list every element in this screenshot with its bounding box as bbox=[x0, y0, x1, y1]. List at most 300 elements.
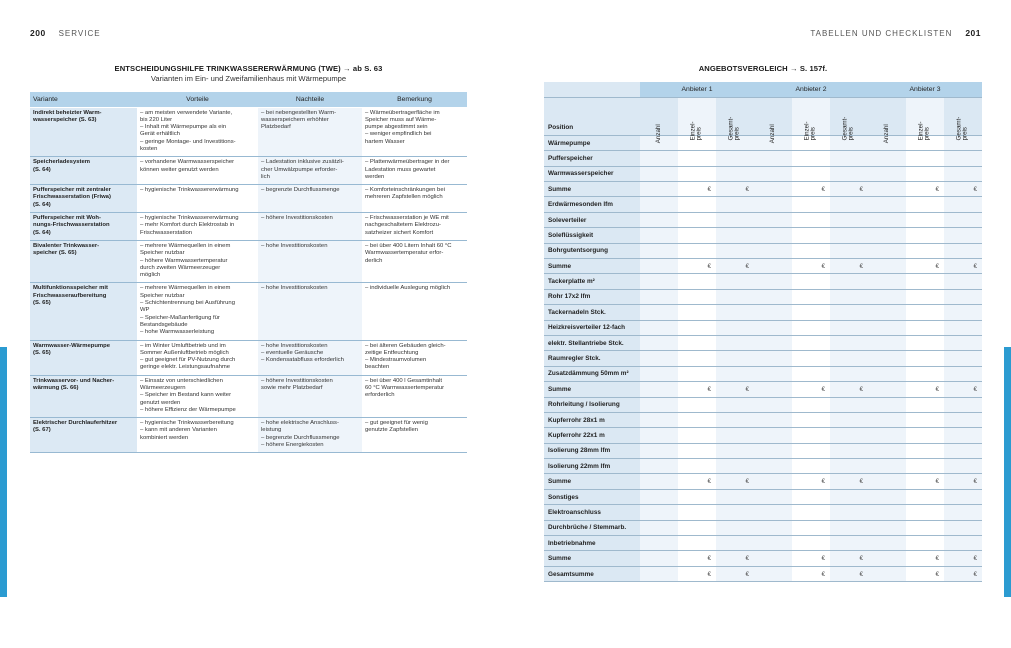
value-cell[interactable] bbox=[640, 151, 678, 166]
value-cell[interactable] bbox=[830, 289, 868, 304]
value-cell[interactable] bbox=[754, 459, 792, 474]
value-cell[interactable] bbox=[944, 520, 982, 535]
value-cell[interactable] bbox=[640, 474, 678, 489]
value-cell[interactable] bbox=[678, 459, 716, 474]
value-cell[interactable] bbox=[754, 520, 792, 535]
value-cell[interactable] bbox=[868, 166, 906, 181]
value-cell[interactable] bbox=[754, 212, 792, 227]
value-cell[interactable] bbox=[678, 335, 716, 350]
value-cell[interactable] bbox=[640, 289, 678, 304]
value-cell[interactable] bbox=[792, 428, 830, 443]
value-cell[interactable] bbox=[754, 335, 792, 350]
cons-cell: – höhere Investitionskosten bbox=[258, 213, 362, 241]
value-cell[interactable] bbox=[868, 366, 906, 381]
value-cell[interactable] bbox=[640, 489, 678, 504]
table-row bbox=[30, 418, 467, 453]
value-cell[interactable] bbox=[792, 351, 830, 366]
value-cell[interactable]: € bbox=[792, 551, 830, 566]
value-cell[interactable] bbox=[944, 397, 982, 412]
pros-cell: – hygienische Trinkwassererwärmung bbox=[137, 185, 258, 213]
value-cell[interactable] bbox=[906, 274, 944, 289]
value-cell[interactable] bbox=[792, 212, 830, 227]
value-cell[interactable] bbox=[944, 459, 982, 474]
position-label: Isolierung 22mm lfm bbox=[544, 459, 640, 474]
value-cell[interactable]: € bbox=[944, 551, 982, 566]
value-cell[interactable] bbox=[754, 274, 792, 289]
value-cell[interactable] bbox=[678, 366, 716, 381]
value-cell[interactable] bbox=[754, 320, 792, 335]
value-cell[interactable] bbox=[830, 489, 868, 504]
value-cell[interactable] bbox=[906, 397, 944, 412]
value-cell[interactable]: € bbox=[678, 259, 716, 274]
notes-cell: – Komforteinschränkungen bei mehreren Zapfstellen möglich bbox=[362, 185, 467, 213]
value-cell[interactable] bbox=[640, 520, 678, 535]
value-cell[interactable] bbox=[868, 228, 906, 243]
value-cell[interactable] bbox=[678, 412, 716, 427]
value-cell[interactable] bbox=[640, 335, 678, 350]
value-cell[interactable] bbox=[792, 459, 830, 474]
value-cell[interactable] bbox=[716, 520, 754, 535]
value-cell[interactable] bbox=[792, 243, 830, 258]
value-cell[interactable] bbox=[906, 305, 944, 320]
value-cell[interactable] bbox=[716, 228, 754, 243]
variant-cell: Multifunktionsspeicher mit Frischwasseraufbereitung (S. 65) bbox=[30, 283, 137, 340]
value-cell[interactable] bbox=[678, 243, 716, 258]
value-cell[interactable] bbox=[906, 428, 944, 443]
value-cell[interactable] bbox=[906, 243, 944, 258]
value-cell[interactable] bbox=[830, 151, 868, 166]
value-cell[interactable] bbox=[868, 289, 906, 304]
left-table-title: ENTSCHEIDUNGSHILFE TRINKWASSERERWÄRMUNG (TWE) → ab S. 63 bbox=[114, 64, 383, 73]
value-cell[interactable]: € bbox=[678, 474, 716, 489]
value-cell[interactable] bbox=[830, 428, 868, 443]
value-cell[interactable] bbox=[754, 351, 792, 366]
notes-cell: – gut geeignet für wenig genutzte Zapfstellen bbox=[362, 418, 467, 453]
value-cell[interactable] bbox=[792, 505, 830, 520]
value-cell[interactable] bbox=[754, 412, 792, 427]
value-cell[interactable] bbox=[830, 335, 868, 350]
cons-cell: – begrenzte Durchflussmenge bbox=[258, 185, 362, 213]
value-cell[interactable] bbox=[944, 412, 982, 427]
value-cell[interactable] bbox=[640, 382, 678, 397]
value-cell[interactable] bbox=[868, 259, 906, 274]
value-cell[interactable] bbox=[868, 474, 906, 489]
value-cell[interactable] bbox=[944, 443, 982, 458]
value-cell[interactable] bbox=[830, 228, 868, 243]
value-cell[interactable] bbox=[906, 289, 944, 304]
value-cell[interactable] bbox=[716, 489, 754, 504]
value-cell[interactable] bbox=[716, 289, 754, 304]
value-cell[interactable]: € bbox=[716, 382, 754, 397]
value-cell[interactable] bbox=[792, 197, 830, 212]
value-cell[interactable] bbox=[944, 536, 982, 551]
value-cell[interactable] bbox=[792, 228, 830, 243]
value-cell[interactable] bbox=[830, 366, 868, 381]
value-cell[interactable] bbox=[754, 489, 792, 504]
value-cell[interactable]: € bbox=[944, 566, 982, 581]
value-cell[interactable]: € bbox=[678, 551, 716, 566]
value-cell[interactable] bbox=[830, 197, 868, 212]
position-label: Pufferspeicher bbox=[544, 151, 640, 166]
value-cell[interactable] bbox=[792, 289, 830, 304]
value-cell[interactable]: € bbox=[830, 551, 868, 566]
value-cell[interactable] bbox=[640, 351, 678, 366]
value-cell[interactable] bbox=[640, 212, 678, 227]
value-cell[interactable] bbox=[678, 197, 716, 212]
value-cell[interactable] bbox=[944, 305, 982, 320]
value-cell[interactable] bbox=[868, 382, 906, 397]
value-cell[interactable] bbox=[716, 212, 754, 227]
value-cell[interactable]: € bbox=[792, 474, 830, 489]
value-cell[interactable] bbox=[754, 397, 792, 412]
value-cell[interactable] bbox=[830, 212, 868, 227]
value-cell[interactable] bbox=[716, 320, 754, 335]
value-cell[interactable] bbox=[868, 197, 906, 212]
value-cell[interactable]: € bbox=[906, 474, 944, 489]
value-cell[interactable] bbox=[944, 320, 982, 335]
value-cell[interactable] bbox=[906, 335, 944, 350]
value-cell[interactable]: € bbox=[906, 259, 944, 274]
value-cell[interactable] bbox=[792, 320, 830, 335]
value-cell[interactable] bbox=[640, 228, 678, 243]
value-cell[interactable] bbox=[716, 459, 754, 474]
left-table-subtitle: Varianten im Ein- und Zweifamilienhaus mit Wärmepumpe bbox=[150, 74, 347, 83]
table-row bbox=[544, 166, 982, 181]
value-cell[interactable] bbox=[868, 182, 906, 197]
column-header-label: Einzel- preis bbox=[917, 121, 931, 141]
value-cell[interactable] bbox=[868, 520, 906, 535]
variant-cell: Indirekt beheizter Warm- wasserspeicher (S. 63) bbox=[30, 107, 137, 157]
value-cell[interactable] bbox=[792, 443, 830, 458]
value-cell[interactable]: € bbox=[830, 382, 868, 397]
value-cell[interactable] bbox=[716, 428, 754, 443]
value-cell[interactable] bbox=[640, 536, 678, 551]
value-cell[interactable] bbox=[640, 443, 678, 458]
table-row bbox=[544, 366, 982, 381]
value-cell[interactable]: € bbox=[678, 566, 716, 581]
value-cell[interactable] bbox=[754, 166, 792, 181]
value-cell[interactable] bbox=[906, 366, 944, 381]
value-cell[interactable] bbox=[868, 459, 906, 474]
value-cell[interactable] bbox=[678, 489, 716, 504]
value-cell[interactable] bbox=[754, 259, 792, 274]
value-cell[interactable] bbox=[944, 197, 982, 212]
value-cell[interactable] bbox=[944, 151, 982, 166]
value-cell[interactable] bbox=[868, 335, 906, 350]
value-cell[interactable] bbox=[716, 166, 754, 181]
value-cell[interactable] bbox=[716, 412, 754, 427]
value-cell[interactable] bbox=[868, 551, 906, 566]
cons-cell: – hohe Investitionskosten bbox=[258, 240, 362, 282]
value-cell[interactable] bbox=[830, 520, 868, 535]
value-cell[interactable] bbox=[754, 474, 792, 489]
header-cell: Vorteile bbox=[137, 92, 258, 107]
value-cell[interactable]: € bbox=[716, 551, 754, 566]
position-label: elektr. Stellantriebe Stck. bbox=[544, 335, 640, 350]
value-cell[interactable] bbox=[678, 228, 716, 243]
value-cell[interactable] bbox=[678, 520, 716, 535]
notes-cell: – Frischwasserstation je WE mit nachgeschaltetem Elektrozu- satzheizer sichert Komfort bbox=[362, 213, 467, 241]
column-header-label: Gesamt- preis bbox=[727, 116, 741, 141]
value-cell[interactable] bbox=[678, 289, 716, 304]
value-cell[interactable] bbox=[754, 443, 792, 458]
value-cell[interactable] bbox=[906, 228, 944, 243]
value-cell[interactable] bbox=[868, 536, 906, 551]
value-cell[interactable] bbox=[640, 459, 678, 474]
value-cell[interactable] bbox=[678, 536, 716, 551]
twe-decision-table bbox=[30, 92, 467, 453]
value-cell[interactable] bbox=[906, 351, 944, 366]
column-header bbox=[830, 97, 868, 141]
value-cell[interactable] bbox=[754, 536, 792, 551]
value-cell[interactable]: € bbox=[830, 566, 868, 581]
value-cell[interactable] bbox=[792, 366, 830, 381]
value-cell[interactable] bbox=[716, 335, 754, 350]
value-cell[interactable] bbox=[830, 243, 868, 258]
value-cell[interactable]: € bbox=[944, 182, 982, 197]
position-label: Tackernadeln Stck. bbox=[544, 305, 640, 320]
value-cell[interactable]: € bbox=[830, 182, 868, 197]
value-cell[interactable] bbox=[906, 520, 944, 535]
position-label: Kupferrohr 22x1 m bbox=[544, 428, 640, 443]
value-cell[interactable] bbox=[830, 397, 868, 412]
table-row bbox=[544, 382, 982, 397]
value-cell[interactable] bbox=[792, 335, 830, 350]
value-cell[interactable] bbox=[640, 397, 678, 412]
value-cell[interactable] bbox=[792, 151, 830, 166]
value-cell[interactable]: € bbox=[906, 566, 944, 581]
value-cell[interactable] bbox=[830, 536, 868, 551]
value-cell[interactable] bbox=[678, 274, 716, 289]
value-cell[interactable] bbox=[678, 397, 716, 412]
position-label: Soleverteiler bbox=[544, 212, 640, 227]
value-cell[interactable] bbox=[678, 428, 716, 443]
value-cell[interactable] bbox=[640, 305, 678, 320]
value-cell[interactable]: € bbox=[716, 566, 754, 581]
value-cell[interactable] bbox=[830, 351, 868, 366]
value-cell[interactable]: € bbox=[944, 474, 982, 489]
value-cell[interactable] bbox=[716, 351, 754, 366]
table-row bbox=[544, 289, 982, 304]
value-cell[interactable] bbox=[640, 366, 678, 381]
value-cell[interactable] bbox=[716, 505, 754, 520]
position-label: Warmwasserspeicher bbox=[544, 166, 640, 181]
value-cell[interactable] bbox=[868, 243, 906, 258]
value-cell[interactable] bbox=[906, 197, 944, 212]
header-cell: Variante bbox=[30, 92, 137, 107]
value-cell[interactable] bbox=[754, 566, 792, 581]
value-cell[interactable]: € bbox=[830, 474, 868, 489]
value-cell[interactable] bbox=[716, 366, 754, 381]
value-cell[interactable] bbox=[906, 505, 944, 520]
value-cell[interactable] bbox=[944, 228, 982, 243]
value-cell[interactable] bbox=[868, 305, 906, 320]
value-cell[interactable]: € bbox=[792, 382, 830, 397]
value-cell[interactable] bbox=[830, 320, 868, 335]
value-cell[interactable]: € bbox=[906, 551, 944, 566]
value-cell[interactable]: € bbox=[792, 566, 830, 581]
position-label: Wärmepumpe bbox=[544, 135, 640, 150]
value-cell[interactable] bbox=[640, 566, 678, 581]
value-cell[interactable] bbox=[830, 274, 868, 289]
value-cell[interactable] bbox=[640, 505, 678, 520]
value-cell[interactable] bbox=[640, 274, 678, 289]
value-cell[interactable]: € bbox=[716, 182, 754, 197]
value-cell[interactable]: € bbox=[830, 259, 868, 274]
value-cell[interactable] bbox=[830, 443, 868, 458]
value-cell[interactable] bbox=[906, 489, 944, 504]
value-cell[interactable] bbox=[678, 166, 716, 181]
value-cell[interactable] bbox=[944, 351, 982, 366]
value-cell[interactable] bbox=[830, 505, 868, 520]
value-cell[interactable] bbox=[754, 182, 792, 197]
right-table-title: ANGEBOTSVERGLEICH → S. 157f. bbox=[698, 64, 828, 73]
column-header bbox=[792, 97, 830, 141]
value-cell[interactable]: € bbox=[792, 259, 830, 274]
table-row bbox=[544, 274, 982, 289]
position-label: Rohrleitung / Isolierung bbox=[544, 397, 640, 412]
value-cell[interactable] bbox=[754, 551, 792, 566]
value-cell[interactable] bbox=[944, 212, 982, 227]
value-cell[interactable]: € bbox=[944, 382, 982, 397]
value-cell[interactable] bbox=[754, 428, 792, 443]
value-cell[interactable] bbox=[754, 289, 792, 304]
value-cell[interactable] bbox=[678, 305, 716, 320]
value-cell[interactable] bbox=[640, 551, 678, 566]
right-page-header bbox=[810, 28, 981, 38]
value-cell[interactable] bbox=[792, 397, 830, 412]
value-cell[interactable]: € bbox=[906, 382, 944, 397]
value-cell[interactable] bbox=[868, 489, 906, 504]
position-label: Summe bbox=[544, 474, 640, 489]
value-cell[interactable] bbox=[678, 212, 716, 227]
value-cell[interactable] bbox=[944, 289, 982, 304]
value-cell[interactable]: € bbox=[792, 182, 830, 197]
value-cell[interactable] bbox=[754, 305, 792, 320]
value-cell[interactable] bbox=[906, 320, 944, 335]
value-cell[interactable] bbox=[868, 212, 906, 227]
value-cell[interactable] bbox=[944, 505, 982, 520]
value-cell[interactable] bbox=[868, 443, 906, 458]
value-cell[interactable] bbox=[754, 228, 792, 243]
value-cell[interactable] bbox=[716, 397, 754, 412]
value-cell[interactable] bbox=[944, 274, 982, 289]
value-cell[interactable] bbox=[868, 151, 906, 166]
value-cell[interactable] bbox=[792, 274, 830, 289]
position-label: Heizkreisverteiler 12-fach bbox=[544, 320, 640, 335]
value-cell[interactable]: € bbox=[678, 182, 716, 197]
pros-cell: – im Winter Umluftbetrieb und im Sommer Außenluftbetrieb möglich – gut geeignet für PV-Nutzung durch geringe elektr. Leistungsaufnahme bbox=[137, 340, 258, 375]
notes-cell: – individuelle Auslegung möglich bbox=[362, 283, 467, 340]
value-cell[interactable] bbox=[944, 335, 982, 350]
value-cell[interactable] bbox=[944, 428, 982, 443]
notes-cell: – Plattenwärmeübertrager in der Ladestation muss gewartet werden bbox=[362, 157, 467, 185]
value-cell[interactable] bbox=[716, 151, 754, 166]
value-cell[interactable] bbox=[640, 182, 678, 197]
value-cell[interactable] bbox=[640, 428, 678, 443]
value-cell[interactable] bbox=[868, 566, 906, 581]
value-cell[interactable] bbox=[640, 197, 678, 212]
value-cell[interactable] bbox=[868, 505, 906, 520]
value-cell[interactable] bbox=[792, 166, 830, 181]
value-cell[interactable] bbox=[944, 366, 982, 381]
value-cell[interactable] bbox=[640, 259, 678, 274]
value-cell[interactable] bbox=[754, 366, 792, 381]
value-cell[interactable] bbox=[906, 412, 944, 427]
value-cell[interactable]: € bbox=[716, 259, 754, 274]
value-cell[interactable] bbox=[944, 243, 982, 258]
value-cell[interactable] bbox=[906, 151, 944, 166]
value-cell[interactable] bbox=[906, 212, 944, 227]
value-cell[interactable] bbox=[868, 428, 906, 443]
value-cell[interactable] bbox=[716, 536, 754, 551]
value-cell[interactable] bbox=[906, 536, 944, 551]
provider-header-row bbox=[544, 82, 982, 97]
value-cell[interactable] bbox=[868, 274, 906, 289]
value-cell[interactable] bbox=[830, 412, 868, 427]
value-cell[interactable] bbox=[830, 166, 868, 181]
value-cell[interactable] bbox=[868, 412, 906, 427]
value-cell[interactable] bbox=[678, 351, 716, 366]
value-cell[interactable] bbox=[754, 197, 792, 212]
value-cell[interactable] bbox=[678, 151, 716, 166]
value-cell[interactable]: € bbox=[716, 474, 754, 489]
value-cell[interactable] bbox=[868, 320, 906, 335]
variant-cell: Pufferspeicher mit Woh- nungs-Frischwasserstation (S. 64) bbox=[30, 213, 137, 241]
value-cell[interactable] bbox=[792, 536, 830, 551]
value-cell[interactable] bbox=[754, 243, 792, 258]
value-cell[interactable] bbox=[792, 412, 830, 427]
value-cell[interactable] bbox=[716, 243, 754, 258]
value-cell[interactable] bbox=[792, 520, 830, 535]
value-cell[interactable] bbox=[716, 305, 754, 320]
value-cell[interactable] bbox=[830, 305, 868, 320]
position-header: Position bbox=[544, 97, 640, 135]
variant-cell: Bivalenter Trinkwasser- speicher (S. 65) bbox=[30, 240, 137, 282]
value-cell[interactable] bbox=[640, 166, 678, 181]
value-cell[interactable] bbox=[906, 443, 944, 458]
value-cell[interactable] bbox=[754, 382, 792, 397]
value-cell[interactable] bbox=[640, 412, 678, 427]
value-cell[interactable] bbox=[678, 505, 716, 520]
value-cell[interactable] bbox=[716, 197, 754, 212]
table-row bbox=[544, 397, 982, 412]
table-row bbox=[544, 412, 982, 427]
value-cell[interactable] bbox=[906, 459, 944, 474]
value-cell[interactable] bbox=[678, 320, 716, 335]
value-cell[interactable] bbox=[716, 443, 754, 458]
value-cell[interactable] bbox=[640, 243, 678, 258]
table-row bbox=[544, 551, 982, 566]
value-cell[interactable] bbox=[754, 505, 792, 520]
value-cell[interactable]: € bbox=[906, 182, 944, 197]
value-cell[interactable] bbox=[944, 166, 982, 181]
value-cell[interactable] bbox=[792, 489, 830, 504]
value-cell[interactable]: € bbox=[944, 259, 982, 274]
value-cell[interactable] bbox=[640, 320, 678, 335]
value-cell[interactable] bbox=[754, 151, 792, 166]
value-cell[interactable] bbox=[792, 305, 830, 320]
value-cell[interactable] bbox=[868, 397, 906, 412]
value-cell[interactable] bbox=[868, 351, 906, 366]
value-cell[interactable] bbox=[906, 166, 944, 181]
value-cell[interactable] bbox=[830, 459, 868, 474]
value-cell[interactable] bbox=[678, 443, 716, 458]
value-cell[interactable] bbox=[944, 489, 982, 504]
value-cell[interactable]: € bbox=[678, 382, 716, 397]
value-cell[interactable] bbox=[716, 274, 754, 289]
table-row bbox=[544, 474, 982, 489]
